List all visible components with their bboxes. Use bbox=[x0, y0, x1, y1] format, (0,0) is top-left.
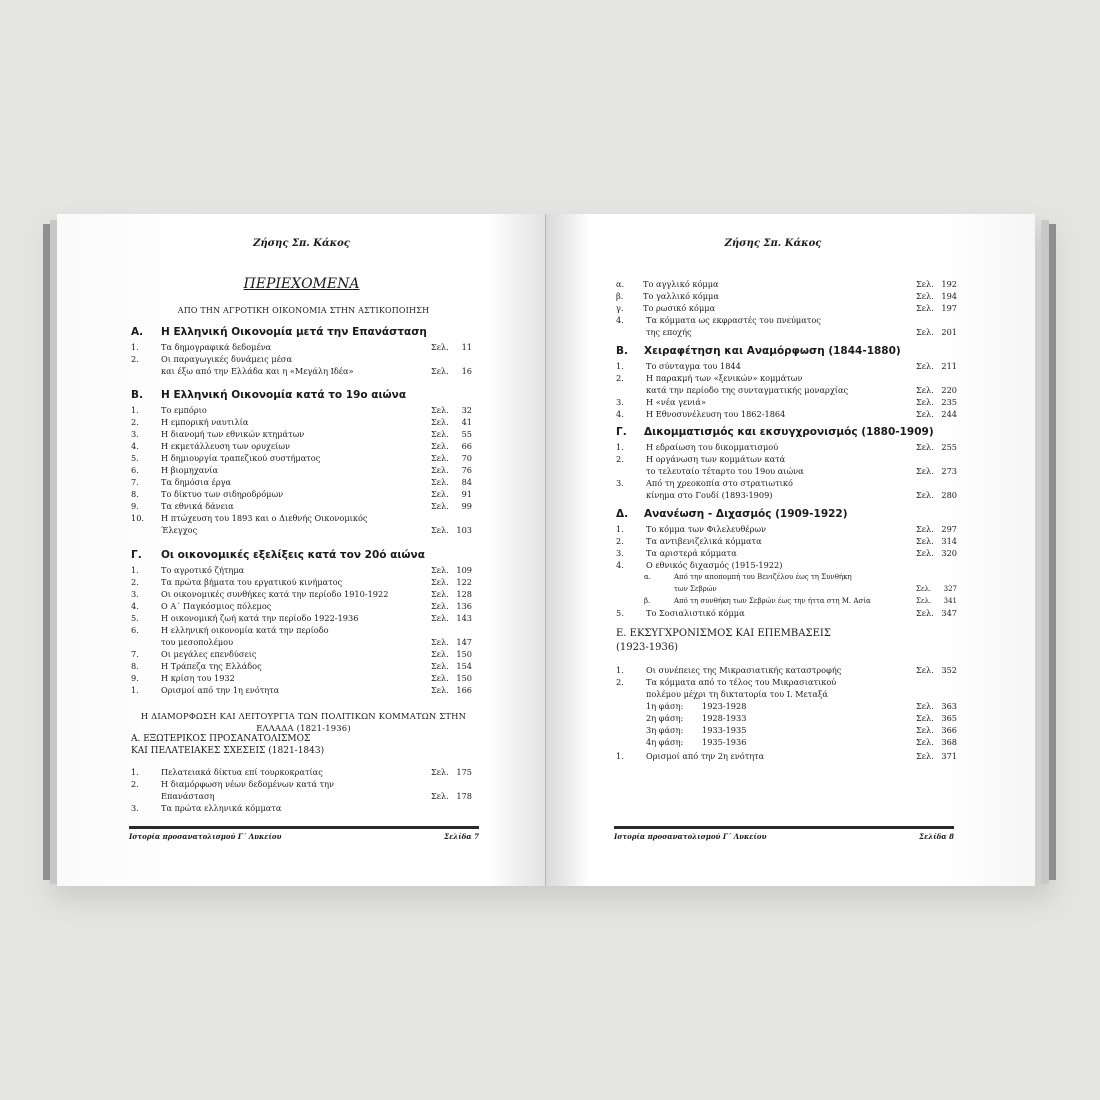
phase-label: 4η φάση: bbox=[646, 737, 684, 747]
toc-entry-sel-label: Σελ. bbox=[431, 649, 449, 659]
toc-entry-page: 220 bbox=[941, 385, 957, 395]
toc-entry-sel-label: Σελ. bbox=[431, 366, 449, 376]
toc-entry-page: 11 bbox=[461, 342, 472, 352]
toc-entry-number: 1. bbox=[131, 767, 139, 777]
toc-entry-page: 70 bbox=[461, 453, 472, 463]
toc-entry-text: Η βιομηχανία bbox=[161, 465, 219, 475]
toc-entry-sel-label: Σελ. bbox=[431, 685, 449, 695]
toc-entry-sel-label: Σελ. bbox=[431, 565, 449, 575]
toc-entry-text: Η πτώχευση του 1893 και ο Διεθνής Οικονομικός bbox=[161, 513, 368, 523]
phase-range: 1928-1933 bbox=[702, 713, 747, 723]
toc-entry-number: 2. bbox=[616, 373, 624, 383]
footer-book-title-left: Ιστορία προσανατολισμού Γ΄ Λυκείου bbox=[129, 832, 282, 841]
toc-entry-number: 5. bbox=[616, 608, 624, 618]
toc-entry-text: και έξω από την Ελλάδα και η «Μεγάλη Ιδέα» bbox=[161, 366, 354, 376]
section-e-heading-line2: (1923-1936) bbox=[616, 642, 679, 653]
toc-entry-page: 41 bbox=[461, 417, 472, 427]
section-e-heading-line1: Ε. ΕΚΣΥΓΧΡΟΝΙΣΜΟΣ ΚΑΙ ΕΠΕΜΒΑΣΕΙΣ bbox=[616, 628, 831, 639]
phase-range: 1923-1928 bbox=[702, 701, 747, 711]
toc-entry-text: Τα δημογραφικά δεδομένα bbox=[161, 342, 272, 352]
toc-entry-number: β. bbox=[644, 597, 651, 605]
toc-entry-page: 194 bbox=[941, 291, 957, 301]
toc-entry-number: 3. bbox=[616, 548, 624, 558]
toc-entry-page: 327 bbox=[943, 585, 957, 593]
toc-entry-number: 2. bbox=[616, 454, 624, 464]
toc-entry-page: 91 bbox=[461, 489, 472, 499]
section-title: Ανανέωση - Διχασμός (1909-1922) bbox=[644, 508, 848, 520]
toc-entry-page: 273 bbox=[941, 466, 957, 476]
toc-entry-sel-label: Σελ. bbox=[431, 477, 449, 487]
right-page-stack-inner bbox=[1041, 220, 1049, 884]
toc-entry-text: των Σεβρών bbox=[674, 585, 717, 593]
toc-entry-page: 150 bbox=[456, 649, 472, 659]
part1-title: ΑΠΟ ΤΗΝ ΑΓΡΟΤΙΚΗ ΟΙΚΟΝΟΜΙΑ ΣΤΗΝ ΑΣΤΙΚΟΠΟΙΗΣΗ bbox=[177, 306, 430, 315]
toc-entry-text: Από τη χρεοκοπία στο στρατιωτικό bbox=[646, 478, 793, 488]
toc-entry-page: 314 bbox=[941, 536, 957, 546]
toc-entry-sel-label: Σελ. bbox=[916, 701, 934, 711]
toc-entry-number: 8. bbox=[131, 489, 139, 499]
toc-entry-page: 365 bbox=[941, 713, 957, 723]
toc-entry-text: Η παρακμή των «ξενικών» κομμάτων bbox=[646, 373, 803, 383]
section-letter: Δ. bbox=[616, 508, 629, 520]
toc-entry-page: 166 bbox=[456, 685, 472, 695]
toc-entry-sel-label: Σελ. bbox=[916, 665, 934, 675]
toc-entry-text: Ορισμοί από την 2η ενότητα bbox=[646, 751, 765, 761]
toc-entry-number: 4. bbox=[616, 409, 624, 419]
toc-entry-number: 4. bbox=[616, 560, 624, 570]
toc-entry-page: 136 bbox=[456, 601, 472, 611]
toc-entry-number: 1. bbox=[616, 524, 624, 534]
toc-entry-text: Τα δημόσια έργα bbox=[161, 477, 232, 487]
toc-entry-text: Η κρίση του 1932 bbox=[161, 673, 235, 683]
toc-entry-number: 7. bbox=[131, 649, 139, 659]
running-head-right: Ζήσης Σπ. Κάκος bbox=[724, 238, 822, 249]
toc-entry-page: 297 bbox=[941, 524, 957, 534]
toc-entry-sel-label: Σελ. bbox=[431, 405, 449, 415]
toc-entry-text: Το κόμμα των Φιλελευθέρων bbox=[646, 524, 766, 534]
toc-entry-sel-label: Σελ. bbox=[431, 342, 449, 352]
toc-entry-page: 99 bbox=[461, 501, 472, 511]
toc-entry-number: 9. bbox=[131, 673, 139, 683]
toc-entry-text: Τα κόμματα από το τέλος του Μικρασιατικού bbox=[646, 677, 837, 687]
toc-entry-number: 1. bbox=[616, 665, 624, 675]
section-letter: Γ. bbox=[616, 426, 627, 438]
phase-range: 1935-1936 bbox=[702, 737, 747, 747]
toc-entry-sel-label: Σελ. bbox=[431, 791, 449, 801]
toc-entry-text: Από την αποπομπή του Βενιζέλου έως τη Συνθήκη bbox=[674, 573, 852, 581]
footer-page-number-right: Σελίδα 8 bbox=[919, 832, 954, 841]
toc-entry-number: 1. bbox=[131, 685, 139, 695]
toc-entry-page: 211 bbox=[941, 361, 957, 371]
toc-entry-text: Πελατειακά δίκτυα επί τουρκοκρατίας bbox=[161, 767, 323, 777]
toc-entry-number: 2. bbox=[131, 354, 139, 364]
toc-entry-text: Η δημιουργία τραπεζικού συστήματος bbox=[161, 453, 321, 463]
toc-entry-sel-label: Σελ. bbox=[916, 409, 934, 419]
section-title: Η Ελληνική Οικονομία κατά το 19ο αιώνα bbox=[161, 389, 407, 401]
toc-entry-number: α. bbox=[644, 573, 651, 581]
toc-entry-text: Τα πρώτα ελληνικά κόμματα bbox=[161, 803, 282, 813]
toc-entry-sel-label: Σελ. bbox=[916, 327, 934, 337]
toc-entry-text: Τα αντιβενιζελικά κόμματα bbox=[646, 536, 762, 546]
toc-entry-sel-label: Σελ. bbox=[916, 385, 934, 395]
toc-entry-text: Οι συνέπειες της Μικρασιατικής καταστροφής bbox=[646, 665, 842, 675]
toc-entry-sel-label: Σελ. bbox=[431, 429, 449, 439]
toc-entry-sel-label: Σελ. bbox=[431, 661, 449, 671]
toc-entry-number: γ. bbox=[616, 303, 624, 313]
toc-entry-text: Η εκμετάλλευση των ορυχείων bbox=[161, 441, 290, 451]
toc-entry-page: 197 bbox=[941, 303, 957, 313]
part2-title-line1: Η ΔΙΑΜΟΡΦΩΣΗ ΚΑΙ ΛΕΙΤΟΥΡΓΙΑ ΤΩΝ ΠΟΛΙΤΙΚΩΝ ΚΟΜΜΑΤΩΝ ΣΤΗΝ bbox=[140, 711, 467, 721]
toc-entry-page: 16 bbox=[461, 366, 472, 376]
section-title: Οι οικονομικές εξελίξεις κατά τον 20ό αιώνα bbox=[161, 549, 425, 561]
toc-entry-text: Ορισμοί από την 1η ενότητα bbox=[161, 685, 280, 695]
toc-entry-page: 66 bbox=[461, 441, 472, 451]
toc-entry-text: Το αγροτικό ζήτημα bbox=[161, 565, 245, 575]
toc-entry-text: Το εμπόριο bbox=[161, 405, 207, 415]
toc-entry-sel-label: Σελ. bbox=[916, 397, 934, 407]
toc-entry-text: Η οργάνωση των κομμάτων κατά bbox=[646, 454, 786, 464]
toc-entry-page: 280 bbox=[941, 490, 957, 500]
section-letter: Β. bbox=[131, 389, 143, 401]
section-letter: Γ. bbox=[131, 549, 142, 561]
toc-entry-sel-label: Σελ. bbox=[431, 417, 449, 427]
toc-title: ΠΕΡΙΕΧΟΜΕΝΑ bbox=[243, 276, 360, 292]
toc-entry-text: Επανάσταση bbox=[161, 791, 215, 801]
toc-entry-sel-label: Σελ. bbox=[916, 536, 934, 546]
subsection-a-line1: Α. ΕΞΩΤΕΡΙΚΟΣ ΠΡΟΣΑΝΑΤΟΛΙΣΜΟΣ bbox=[131, 734, 311, 744]
toc-entry-number: 4. bbox=[131, 441, 139, 451]
toc-entry-page: 150 bbox=[456, 673, 472, 683]
toc-entry-text: πολέμου μέχρι τη δικτατορία του Ι. Μεταξά bbox=[646, 689, 828, 699]
toc-entry-text: της εποχής bbox=[646, 327, 692, 337]
toc-entry-page: 201 bbox=[941, 327, 957, 337]
toc-entry-page: 352 bbox=[941, 665, 957, 675]
toc-entry-text: Τα κόμματα ως εκφραστές του πνεύματος bbox=[646, 315, 821, 325]
section-title: Η Ελληνική Οικονομία μετά την Επανάσταση bbox=[161, 326, 427, 338]
toc-entry-sel-label: Σελ. bbox=[431, 489, 449, 499]
toc-entry-text: Η Τράπεζα της Ελλάδος bbox=[161, 661, 262, 671]
toc-entry-sel-label: Σελ. bbox=[916, 524, 934, 534]
toc-entry-text: Έλεγχος bbox=[161, 525, 198, 535]
toc-entry-number: 1. bbox=[616, 751, 624, 761]
toc-entry-text: Τα αριστερά κόμματα bbox=[646, 548, 737, 558]
toc-entry-number: 2. bbox=[131, 779, 139, 789]
section-letter: Α. bbox=[131, 326, 144, 338]
toc-entry-text: Από τη συνθήκη των Σεβρών έως την ήττα στη Μ. Ασία bbox=[674, 597, 871, 605]
toc-entry-sel-label: Σελ. bbox=[916, 585, 932, 593]
toc-entry-number: 3. bbox=[131, 429, 139, 439]
toc-entry-number: 3. bbox=[616, 397, 624, 407]
toc-entry-sel-label: Σελ. bbox=[431, 525, 449, 535]
toc-entry-sel-label: Σελ. bbox=[916, 291, 934, 301]
toc-entry-number: 1. bbox=[131, 405, 139, 415]
toc-entry-page: 109 bbox=[456, 565, 472, 575]
toc-entry-text: Οι μεγάλες επενδύσεις bbox=[161, 649, 257, 659]
toc-entry-sel-label: Σελ. bbox=[431, 673, 449, 683]
right-page bbox=[546, 214, 1035, 886]
toc-entry-number: 2. bbox=[616, 536, 624, 546]
toc-entry-sel-label: Σελ. bbox=[431, 453, 449, 463]
toc-entry-number: 1. bbox=[616, 442, 624, 452]
toc-entry-sel-label: Σελ. bbox=[916, 303, 934, 313]
section-letter: Β. bbox=[616, 345, 628, 357]
toc-entry-number: 10. bbox=[131, 513, 145, 523]
toc-entry-sel-label: Σελ. bbox=[916, 597, 932, 605]
toc-entry-sel-label: Σελ. bbox=[916, 737, 934, 747]
toc-entry-text: Ο Α΄ Παγκόσμιος πόλεμος bbox=[161, 601, 272, 611]
toc-entry-text: κατά την περίοδο της συνταγματικής μοναρχίας bbox=[646, 385, 849, 395]
toc-entry-page: 363 bbox=[941, 701, 957, 711]
running-head-left: Ζήσης Σπ. Κάκος bbox=[253, 238, 350, 249]
toc-entry-number: 5. bbox=[131, 613, 139, 623]
toc-entry-page: 143 bbox=[456, 613, 472, 623]
toc-entry-page: 32 bbox=[461, 405, 472, 415]
toc-entry-number: 1. bbox=[616, 361, 624, 371]
toc-entry-text: Το Σοσιαλιστικό κόμμα bbox=[646, 608, 745, 618]
toc-entry-text: Η ελληνική οικονομία κατά την περίοδο bbox=[161, 625, 329, 635]
toc-entry-sel-label: Σελ. bbox=[431, 637, 449, 647]
toc-entry-sel-label: Σελ. bbox=[431, 501, 449, 511]
toc-entry-number: 9. bbox=[131, 501, 139, 511]
toc-entry-sel-label: Σελ. bbox=[431, 441, 449, 451]
toc-entry-page: 341 bbox=[943, 597, 957, 605]
toc-entry-text: κίνημα στο Γουδί (1893-1909) bbox=[646, 490, 773, 500]
toc-entry-text: Οι παραγωγικές δυνάμεις μέσα bbox=[161, 354, 293, 364]
toc-entry-sel-label: Σελ. bbox=[916, 751, 934, 761]
footer-book-title-right: Ιστορία προσανατολισμού Γ΄ Λυκείου bbox=[614, 832, 767, 841]
toc-entry-text: Η εμπορική ναυτιλία bbox=[161, 417, 249, 427]
toc-entry-sel-label: Σελ. bbox=[916, 442, 934, 452]
toc-entry-text: Η Εθνοσυνέλευση του 1862-1864 bbox=[646, 409, 786, 419]
right-page-stack-outer bbox=[1048, 224, 1056, 880]
toc-entry-text: Η διαμόρφωση νέων δεδομένων κατά την bbox=[161, 779, 335, 789]
toc-entry-number: 3. bbox=[616, 478, 624, 488]
part2-title-line2: ΕΛΛΑΔΑ (1821-1936) bbox=[256, 723, 351, 733]
toc-entry-number: 2. bbox=[131, 417, 139, 427]
toc-entry-page: 84 bbox=[461, 477, 472, 487]
toc-entry-sel-label: Σελ. bbox=[916, 725, 934, 735]
phase-label: 2η φάση: bbox=[646, 713, 684, 723]
section-title: Χειραφέτηση και Αναμόρφωση (1844-1880) bbox=[644, 345, 901, 357]
toc-entry-sel-label: Σελ. bbox=[431, 577, 449, 587]
toc-entry-number: 6. bbox=[131, 465, 139, 475]
toc-entry-sel-label: Σελ. bbox=[916, 466, 934, 476]
toc-entry-sel-label: Σελ. bbox=[431, 767, 449, 777]
toc-entry-number: 1. bbox=[131, 342, 139, 352]
toc-entry-page: 122 bbox=[456, 577, 472, 587]
toc-entry-page: 255 bbox=[941, 442, 957, 452]
toc-entry-number: α. bbox=[616, 279, 625, 289]
toc-entry-number: 7. bbox=[131, 477, 139, 487]
toc-entry-page: 154 bbox=[456, 661, 472, 671]
subsection-a-line2: ΚΑΙ ΠΕΛΑΤΕΙΑΚΕΣ ΣΧΕΣΕΙΣ (1821-1843) bbox=[131, 746, 325, 756]
phase-range: 1933-1935 bbox=[702, 725, 747, 735]
toc-entry-text: Το αγγλικό κόμμα bbox=[643, 279, 719, 289]
toc-entry-sel-label: Σελ. bbox=[916, 490, 934, 500]
toc-entry-text: Το ρωσικό κόμμα bbox=[643, 303, 716, 313]
section-title: Δικομματισμός και εκσυγχρονισμός (1880-1909) bbox=[644, 426, 934, 438]
toc-entry-number: 3. bbox=[131, 589, 139, 599]
toc-entry-number: 2. bbox=[616, 677, 624, 687]
toc-entry-page: 76 bbox=[461, 465, 472, 475]
toc-entry-sel-label: Σελ. bbox=[916, 361, 934, 371]
toc-entry-text: Τα εθνικά δάνεια bbox=[161, 501, 234, 511]
footer-rule-left bbox=[129, 826, 479, 829]
toc-entry-text: Το δίκτυο των σιδηροδρόμων bbox=[161, 489, 284, 499]
toc-entry-sel-label: Σελ. bbox=[431, 589, 449, 599]
toc-entry-text: Η «νέα γενιά» bbox=[646, 397, 706, 407]
toc-entry-page: 368 bbox=[941, 737, 957, 747]
toc-entry-number: 6. bbox=[131, 625, 139, 635]
toc-entry-text: Η οικονομική ζωή κατά την περίοδο 1922-1936 bbox=[161, 613, 359, 623]
phase-label: 3η φάση: bbox=[646, 725, 684, 735]
phase-label: 1η φάση: bbox=[646, 701, 684, 711]
toc-entry-sel-label: Σελ. bbox=[431, 601, 449, 611]
toc-entry-number: 4. bbox=[616, 315, 624, 325]
toc-entry-number: β. bbox=[616, 291, 624, 301]
toc-entry-sel-label: Σελ. bbox=[916, 608, 934, 618]
toc-entry-text: του μεσοπολέμου bbox=[161, 637, 234, 647]
toc-entry-page: 175 bbox=[456, 767, 472, 777]
toc-entry-page: 235 bbox=[941, 397, 957, 407]
toc-entry-text: Το γαλλικό κόμμα bbox=[643, 291, 719, 301]
toc-entry-page: 128 bbox=[456, 589, 472, 599]
toc-entry-number: 3. bbox=[131, 803, 139, 813]
toc-entry-text: Το σύνταγμα του 1844 bbox=[646, 361, 741, 371]
toc-entry-number: 5. bbox=[131, 453, 139, 463]
toc-entry-number: 2. bbox=[131, 577, 139, 587]
toc-entry-page: 320 bbox=[941, 548, 957, 558]
toc-entry-page: 178 bbox=[456, 791, 472, 801]
toc-entry-page: 371 bbox=[941, 751, 957, 761]
toc-entry-page: 192 bbox=[941, 279, 957, 289]
toc-entry-text: Η εδραίωση του δικομματισμού bbox=[646, 442, 779, 452]
toc-entry-text: το τελευταίο τέταρτο του 19ου αιώνα bbox=[646, 466, 804, 476]
toc-entry-number: 1. bbox=[131, 565, 139, 575]
toc-entry-page: 103 bbox=[456, 525, 472, 535]
toc-entry-number: 4. bbox=[131, 601, 139, 611]
toc-entry-page: 55 bbox=[461, 429, 472, 439]
toc-entry-text: Οι οικονομικές συνθήκες κατά την περίοδο 1910-1922 bbox=[161, 589, 389, 599]
toc-entry-sel-label: Σελ. bbox=[916, 713, 934, 723]
toc-entry-page: 147 bbox=[456, 637, 472, 647]
toc-entry-sel-label: Σελ. bbox=[916, 279, 934, 289]
toc-entry-text: Τα πρώτα βήματα του εργατικού κινήματος bbox=[161, 577, 343, 587]
toc-entry-sel-label: Σελ. bbox=[431, 465, 449, 475]
toc-entry-page: 347 bbox=[941, 608, 957, 618]
toc-entry-sel-label: Σελ. bbox=[916, 548, 934, 558]
toc-entry-page: 366 bbox=[941, 725, 957, 735]
toc-entry-text: Ο εθνικός διχασμός (1915-1922) bbox=[646, 560, 783, 570]
toc-entry-sel-label: Σελ. bbox=[431, 613, 449, 623]
footer-rule-right bbox=[614, 826, 954, 829]
toc-entry-number: 8. bbox=[131, 661, 139, 671]
left-page bbox=[57, 214, 546, 886]
toc-entry-page: 244 bbox=[941, 409, 957, 419]
toc-entry-text: Η διανομή των εθνικών κτημάτων bbox=[161, 429, 305, 439]
footer-page-number-left: Σελίδα 7 bbox=[444, 832, 479, 841]
